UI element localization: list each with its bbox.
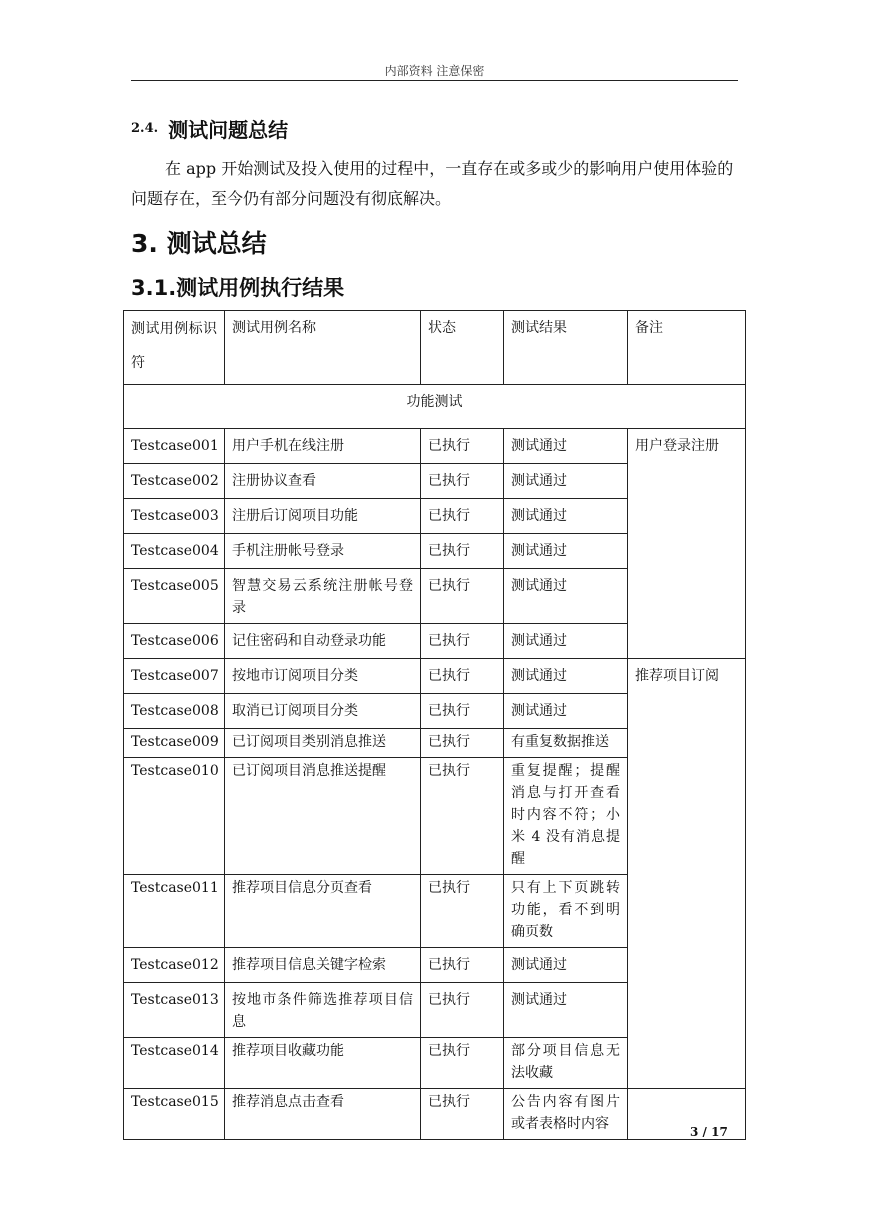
- case-result: 测试通过: [504, 429, 628, 464]
- case-name: 按地市条件筛选推荐项目信息: [225, 983, 421, 1038]
- section-title: 测试问题总结: [168, 118, 289, 142]
- case-id: Testcase009: [124, 729, 225, 758]
- section-3-heading: 3. 测试总结: [131, 229, 267, 258]
- case-id: Testcase007: [124, 659, 225, 694]
- case-id: Testcase006: [124, 624, 225, 659]
- case-result: 有重复数据推送: [504, 729, 628, 758]
- case-result: 测试通过: [504, 659, 628, 694]
- group-title: 功能测试: [124, 385, 746, 429]
- case-result: 测试通过: [504, 694, 628, 729]
- table-row: [124, 1089, 746, 1140]
- page-header: 内部资料 注意保密: [384, 64, 485, 78]
- header-id: 测试用例标识符: [124, 311, 225, 385]
- case-id: Testcase015: [124, 1089, 225, 1140]
- case-result: 测试通过: [504, 499, 628, 534]
- case-result: 测试通过: [504, 464, 628, 499]
- case-id: Testcase001: [124, 429, 225, 464]
- case-status: 已执行: [421, 429, 504, 464]
- case-name: 已订阅项目类别消息推送: [225, 729, 421, 758]
- case-status: 已执行: [421, 569, 504, 624]
- case-name: 推荐项目信息分页查看: [225, 875, 421, 948]
- case-result: 测试通过: [504, 983, 628, 1038]
- case-result: 测试通过: [504, 948, 628, 983]
- page-number: 3 / 17: [690, 1125, 728, 1139]
- case-status: 已执行: [421, 534, 504, 569]
- case-status: 已执行: [421, 659, 504, 694]
- case-id: Testcase012: [124, 948, 225, 983]
- case-status: 已执行: [421, 729, 504, 758]
- header-name: 测试用例名称: [225, 311, 421, 385]
- header-divider: [131, 80, 738, 81]
- case-name: 推荐项目收藏功能: [225, 1038, 421, 1089]
- case-id: Testcase008: [124, 694, 225, 729]
- case-result: 测试通过: [504, 569, 628, 624]
- case-id: Testcase013: [124, 983, 225, 1038]
- case-result: 测试通过: [504, 624, 628, 659]
- case-id: Testcase002: [124, 464, 225, 499]
- case-id: Testcase003: [124, 499, 225, 534]
- case-id: Testcase010: [124, 758, 225, 875]
- case-remark-empty: [628, 1089, 746, 1140]
- section-3-1-heading: 3.1.测试用例执行结果: [131, 276, 345, 300]
- case-status: 已执行: [421, 499, 504, 534]
- case-id: Testcase005: [124, 569, 225, 624]
- test-results-table: [123, 310, 746, 1140]
- case-id: Testcase011: [124, 875, 225, 948]
- case-status: 已执行: [421, 948, 504, 983]
- case-result: 只有上下页跳转功能，看不到明确页数: [504, 875, 628, 948]
- case-name: 已订阅项目消息推送提醒: [225, 758, 421, 875]
- case-result: 部分项目信息无法收藏: [504, 1038, 628, 1089]
- case-status: 已执行: [421, 875, 504, 948]
- table-header-row: [124, 311, 746, 385]
- case-name: 手机注册帐号登录: [225, 534, 421, 569]
- case-status: 已执行: [421, 464, 504, 499]
- case-remark: 推荐项目订阅: [628, 659, 746, 1089]
- case-result: 重复提醒；提醒消息与打开查看时内容不符；小米 4 没有消息提醒: [504, 758, 628, 875]
- case-name: 推荐项目信息关键字检索: [225, 948, 421, 983]
- case-name: 推荐消息点击查看: [225, 1089, 421, 1140]
- case-status: 已执行: [421, 983, 504, 1038]
- header-result: 测试结果: [504, 311, 628, 385]
- case-name: 取消已订阅项目分类: [225, 694, 421, 729]
- case-result: 公告内容有图片或者表格时内容: [504, 1089, 628, 1140]
- group-row: [124, 385, 746, 429]
- case-remark: 用户登录注册: [628, 429, 746, 659]
- case-status: 已执行: [421, 694, 504, 729]
- section-number: 2.4.: [131, 121, 159, 136]
- case-result: 测试通过: [504, 534, 628, 569]
- section-2-4-heading: [131, 114, 288, 143]
- case-name: 记住密码和自动登录功能: [225, 624, 421, 659]
- case-status: 已执行: [421, 624, 504, 659]
- case-status: 已执行: [421, 1038, 504, 1089]
- case-name: 用户手机在线注册: [225, 429, 421, 464]
- case-id: Testcase014: [124, 1038, 225, 1089]
- case-name: 按地市订阅项目分类: [225, 659, 421, 694]
- section-2-4-paragraph: 在 app 开始测试及投入使用的过程中，一直存在或多或少的影响用户使用体验的问题存在，至今仍有部分问题没有彻底解决。: [131, 159, 734, 208]
- header-remark: 备注: [628, 311, 746, 385]
- case-status: 已执行: [421, 758, 504, 875]
- case-name: 智慧交易云系统注册帐号登录: [225, 569, 421, 624]
- case-name: 注册后订阅项目功能: [225, 499, 421, 534]
- case-status: 已执行: [421, 1089, 504, 1140]
- case-name: 注册协议查看: [225, 464, 421, 499]
- table-row: [124, 429, 746, 464]
- table-row: [124, 659, 746, 694]
- case-id: Testcase004: [124, 534, 225, 569]
- header-status: 状态: [421, 311, 504, 385]
